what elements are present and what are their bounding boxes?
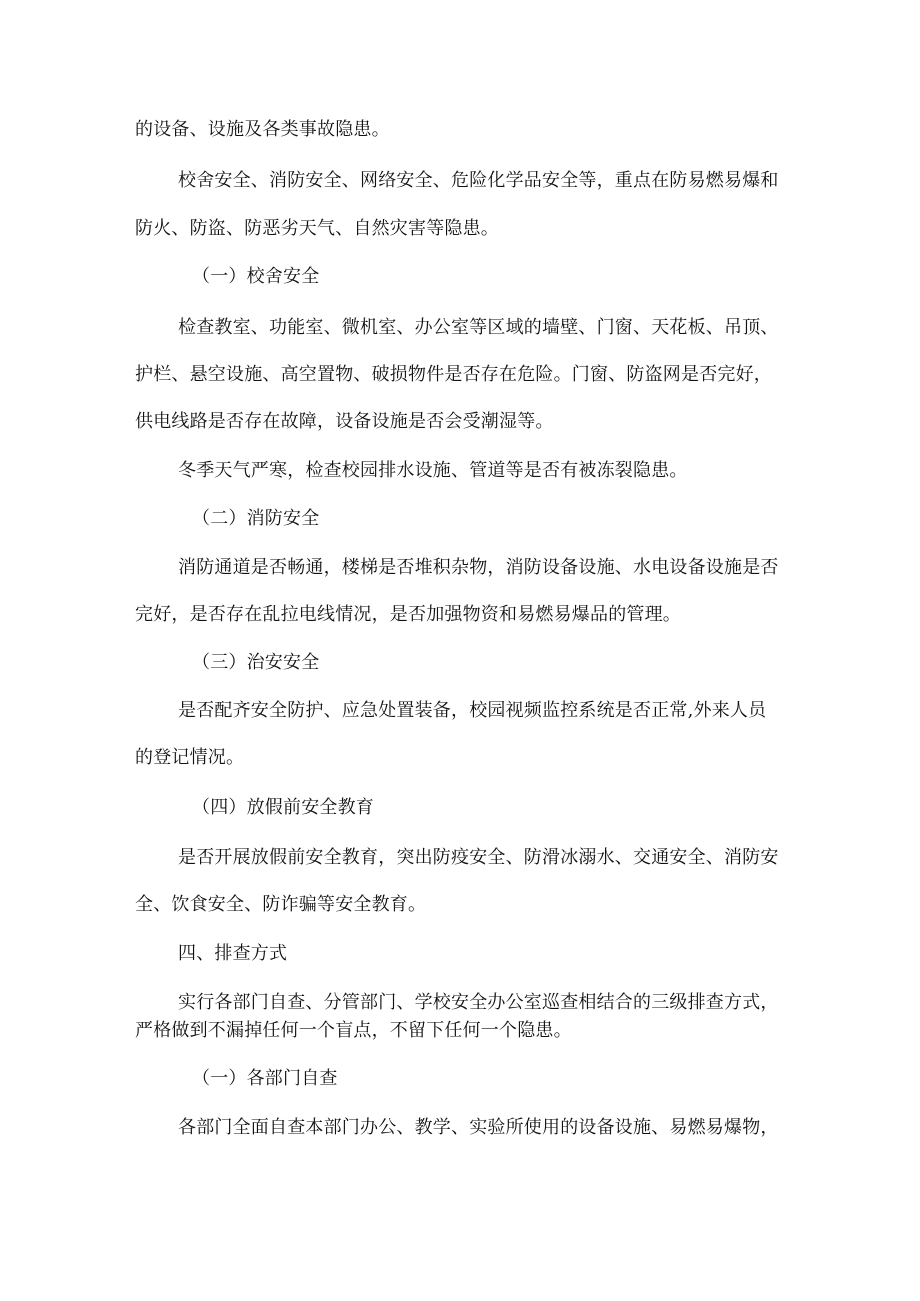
text-line: 全、饮食安全、防诈骗等安全教育。 xyxy=(135,894,427,915)
section-heading: 四、排查方式 xyxy=(178,943,288,964)
text-line: 完好，是否存在乱拉电线情况，是否加强物资和易燃易爆品的管理。 xyxy=(135,604,681,625)
text-line: 防火、防盗、防恶劣天气、自然灾害等隐患。 xyxy=(135,218,499,239)
text-line: 消防通道是否畅通，楼梯是否堆积杂物，消防设备设施、水电设备设施是否 xyxy=(178,557,779,578)
text-line: 实行各部门自查、分管部门、学校安全办公室巡查相结合的三级排查方式， xyxy=(178,992,779,1013)
section-heading: （三）治安安全 xyxy=(192,652,320,673)
text-line: 的设备、设施及各类事故隐患。 xyxy=(135,119,390,140)
text-line: 检查教室、功能室、微机室、办公室等区域的墙壁、门窗、天花板、吊顶、 xyxy=(178,317,779,338)
text-line: 是否开展放假前安全教育，突出防疫安全、防滑冰溺水、交通安全、消防安 xyxy=(178,847,779,868)
text-line: 各部门全面自查本部门办公、教学、实验所使用的设备设施、易燃易爆物， xyxy=(178,1117,779,1138)
text-line: 的登记情况。 xyxy=(135,747,245,768)
section-heading: （一）各部门自查 xyxy=(192,1068,338,1089)
text-line: 供电线路是否存在故障，设备设施是否会受潮湿等。 xyxy=(135,411,554,432)
text-line: 严格做到不漏掉任何一个盲点，不留下任何一个隐患。 xyxy=(135,1020,572,1041)
text-line: 校舍安全、消防安全、网络安全、危险化学品安全等，重点在防易燃易爆和 xyxy=(178,170,779,191)
text-line: 护栏、悬空设施、高空置物、破损物件是否存在危险。门窗、防盗网是否完好， xyxy=(135,364,772,385)
section-heading: （四）放假前安全教育 xyxy=(192,797,374,818)
section-heading: （二）消防安全 xyxy=(192,508,320,529)
text-line: 冬季天气严寒，检查校园排水设施、管道等是否有被冻裂隐患。 xyxy=(178,460,688,481)
section-heading: （一）校舍安全 xyxy=(192,266,320,287)
text-line: 是否配齐安全防护、应急处置装备，校园视频监控系统是否正常,外来人员 xyxy=(178,700,767,721)
